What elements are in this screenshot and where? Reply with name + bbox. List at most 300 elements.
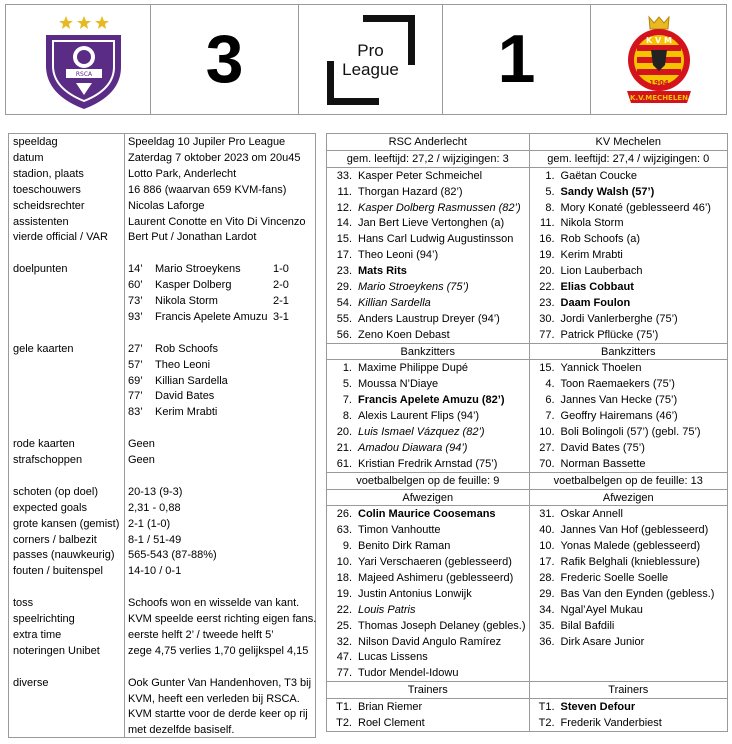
yellow-card-player: Killian Sardella [155, 374, 228, 387]
player-name: Kasper Dolberg Rasmussen (82’) [358, 201, 521, 214]
goal-score: 3-1 [273, 310, 289, 323]
goal-player: Nikola Storm [155, 295, 218, 307]
toss-value: eerste helft 2’ / tweede helft 5’ [128, 628, 274, 641]
shirt-number: 19. [336, 587, 352, 600]
toss-value: zege 4,75 verlies 1,70 gelijkspel 4,15 [128, 644, 309, 657]
shirt-number: 9. [342, 540, 352, 553]
info-value: Bert Put / Jonathan Lardot [128, 231, 257, 244]
shirt-number: 23. [336, 265, 352, 278]
info-divider [124, 134, 125, 737]
stat-label: fouten / buitenspel [13, 565, 103, 578]
info-value: 16 886 (waarvan 659 KVM-fans) [128, 183, 287, 196]
table-row [327, 650, 728, 666]
yellow-card-minute: 77’ [128, 390, 143, 403]
toss-label: speelrichting [13, 613, 75, 625]
shirt-number: 1. [545, 169, 555, 182]
toss-label: extra time [13, 628, 62, 641]
shirt-number: 32. [336, 635, 352, 648]
absent-player-home [327, 618, 530, 634]
goal-minute: 73’ [128, 295, 143, 307]
table-row [327, 682, 728, 699]
shirt-number: 26. [336, 508, 352, 521]
away-score: 1 [443, 5, 591, 114]
player-name: Steven Defour [560, 701, 636, 714]
bench-header-away: Bankzitters [529, 343, 727, 360]
bench-player-home [327, 408, 530, 424]
shirt-number: 15. [539, 362, 555, 375]
shirt-number: 30. [539, 312, 555, 325]
absent-player-away [529, 634, 727, 650]
trainer-away [529, 715, 727, 731]
absent-player-home [327, 506, 530, 522]
shirt-number: 27. [539, 441, 555, 454]
shirt-number: 4. [545, 378, 555, 391]
shirt-number: 8. [545, 201, 555, 214]
yellow-card-player: Rob Schoofs [155, 342, 218, 355]
table-row [327, 408, 728, 424]
table-row [327, 538, 728, 554]
player-name: Geoffry Hairemans (46’) [560, 410, 678, 423]
table-row [327, 522, 728, 538]
shirt-number: 22. [539, 280, 555, 293]
goal-player: Mario Stroeykens [155, 263, 241, 276]
player-name: Yari Verschaeren (geblesseerd) [358, 556, 512, 569]
trainer-home [327, 699, 530, 715]
player-name: Maxime Philippe Dupé [358, 362, 469, 375]
table-row [327, 554, 728, 570]
table-row [327, 456, 728, 472]
player-name: Mario Stroeykens (75’) [358, 280, 469, 293]
absent-player-away [529, 650, 727, 666]
table-row [327, 699, 728, 715]
shirt-number: 10. [539, 425, 555, 438]
absent-player-home [327, 602, 530, 618]
age-info-away: gem. leeftijd: 27,4 / wijzigingen: 0 [529, 150, 727, 167]
player-name: Dirk Asare Junior [560, 635, 645, 648]
table-row [327, 602, 728, 618]
shirt-number: 20. [539, 265, 555, 278]
shirt-number: 17. [539, 556, 555, 569]
shirt-number: 77. [336, 667, 352, 680]
age-info-home: gem. leeftijd: 27,2 / wijzigingen: 3 [327, 150, 530, 167]
player-name: Nilson David Angulo Ramírez [358, 635, 502, 648]
shirt-number: 34. [539, 603, 555, 616]
shirt-number: 29. [336, 280, 352, 293]
table-row [327, 311, 728, 327]
shirt-number: 7. [545, 410, 555, 423]
player-name: Lion Lauberbach [560, 265, 643, 278]
shirt-number: 63. [336, 524, 352, 537]
table-row [327, 634, 728, 650]
match-info-panel [8, 133, 316, 738]
player-name: Frederic Soelle Soelle [560, 571, 669, 584]
discipline-label: strafschoppen [13, 454, 83, 466]
shirt-number: 14. [336, 217, 352, 230]
info-label: vierde official / VAR [13, 231, 108, 244]
bench-player-home [327, 360, 530, 376]
anderlecht-logo-icon [6, 5, 151, 114]
bench-player-away [529, 408, 727, 424]
player-name: Roel Clement [358, 717, 425, 729]
lineup-player-home [327, 295, 530, 311]
table-row [327, 392, 728, 408]
toss-label: toss [13, 597, 34, 610]
player-name: Colin Maurice Coosemans [358, 508, 496, 521]
table-row [327, 472, 728, 489]
lineup-player-away [529, 327, 727, 343]
shirt-number: T2. [538, 717, 555, 729]
sheet-count-home: voetbalbelgen op de feuille: 9 [327, 472, 530, 489]
absent-player-away [529, 618, 727, 634]
absent-player-away [529, 570, 727, 586]
table-row [327, 167, 728, 183]
stat-value: 2-1 (1-0) [128, 517, 171, 530]
stat-label: schoten (op doel) [13, 485, 98, 498]
shirt-number: 8. [342, 410, 352, 423]
diverse-line: Ook Gunter Van Handenhoven, T3 bij [128, 676, 312, 689]
lineup-player-home [327, 215, 530, 231]
trainers-header-home: Trainers [327, 682, 530, 699]
info-label: speeldag [13, 136, 58, 148]
player-name: Sandy Walsh (57’) [560, 185, 655, 198]
table-row [327, 200, 728, 216]
player-name: Ngal’Ayel Mukau [560, 603, 643, 616]
player-name: Jan Bert Lieve Vertonghen (a) [358, 217, 505, 230]
player-name: Jannes Van Hof (geblesseerd) [560, 524, 709, 537]
shirt-number: 29. [539, 587, 555, 600]
absent-player-home [327, 554, 530, 570]
info-label: stadion, plaats [13, 167, 84, 180]
lineup-player-home [327, 311, 530, 327]
toss-value: KVM speelde eerst richting eigen fans. [128, 613, 317, 625]
table-row [327, 715, 728, 731]
info-value: Zaterdag 7 oktober 2023 om 20u45 [128, 151, 301, 164]
yellow-card-minute: 57’ [128, 358, 143, 371]
shirt-number: 40. [539, 524, 555, 537]
table-row [327, 489, 728, 506]
stat-value: 14-10 / 0-1 [128, 565, 182, 578]
table-row [327, 440, 728, 456]
bench-player-away [529, 376, 727, 392]
player-name: Toon Raemaekers (75’) [560, 378, 675, 391]
goal-minute: 14’ [128, 263, 143, 276]
shirt-number: 11. [540, 217, 555, 230]
shirt-number: 5. [545, 185, 555, 198]
table-row [327, 215, 728, 231]
shirt-number: 77. [539, 328, 555, 341]
player-name: Zeno Koen Debast [358, 328, 450, 341]
player-name: Yonas Malede (geblesseerd) [560, 540, 701, 553]
bench-player-home [327, 392, 530, 408]
lineup-player-away [529, 279, 727, 295]
bench-player-home [327, 440, 530, 456]
goal-score: 2-0 [273, 279, 289, 292]
lineup-player-away [529, 215, 727, 231]
player-name: Rob Schoofs (a) [560, 233, 641, 246]
player-name: Theo Leoni (94’) [358, 249, 439, 262]
player-name: Tudor Mendel-Idowu [358, 667, 459, 680]
shirt-number: 23. [539, 296, 555, 309]
table-row [327, 618, 728, 634]
team-name-away: KV Mechelen [529, 134, 727, 151]
player-name: Yannick Thoelen [560, 362, 642, 375]
player-name: Timon Vanhoutte [358, 524, 441, 537]
pro-league-line1: Pro [357, 41, 384, 60]
player-name: Justin Antonius Lonwijk [358, 587, 472, 600]
info-value: Laurent Conotte en Vito Di Vincenzo [128, 215, 306, 228]
info-label: toeschouwers [13, 183, 81, 196]
shirt-number: 35. [539, 619, 555, 632]
player-name: Killian Sardella [358, 296, 431, 309]
player-name: Norman Bassette [560, 457, 646, 470]
absent-player-home [327, 650, 530, 666]
shirt-number: 10. [336, 556, 352, 569]
yellow-card-player: Kerim Mrabti [155, 406, 218, 419]
shirt-number: 5. [342, 378, 352, 391]
table-row [327, 586, 728, 602]
shirt-number: T1. [538, 701, 555, 714]
player-name: Kristian Fredrik Arnstad (75’) [358, 457, 498, 470]
yellow-card-minute: 83’ [128, 406, 143, 419]
absent-player-home [327, 538, 530, 554]
player-name: Jordi Vanlerberghe (75’) [560, 312, 678, 325]
trainer-home [327, 715, 530, 731]
info-label: datum [13, 151, 44, 164]
shirt-number: 21. [336, 441, 352, 454]
player-name: Luis Ismael Vázquez (82’) [358, 425, 485, 438]
player-name: Gaëtan Coucke [560, 169, 637, 182]
table-row [327, 279, 728, 295]
shirt-number: 31. [539, 508, 555, 521]
goals-label: doelpunten [13, 263, 68, 276]
player-name: Bilal Bafdili [560, 619, 615, 632]
toss-value: Schoofs won en wisselde van kant. [128, 597, 300, 610]
goal-player: Francis Apelete Amuzu [155, 310, 268, 323]
info-label: assistenten [13, 215, 69, 228]
bench-player-away [529, 440, 727, 456]
stat-label: expected goals [13, 501, 87, 514]
stat-label: corners / balbezit [13, 533, 97, 546]
lineup-player-home [327, 231, 530, 247]
player-name: Daam Foulon [560, 296, 631, 309]
player-name: Frederik Vanderbiest [560, 717, 662, 729]
yellow-card-player: Theo Leoni [155, 358, 211, 371]
player-name: Oskar Annell [560, 508, 623, 521]
goal-score: 2-1 [273, 295, 289, 307]
shirt-number: 18. [336, 571, 352, 584]
player-name: Lucas Lissens [358, 651, 428, 664]
home-logo-cell [6, 5, 151, 114]
shirt-number: 11. [337, 185, 352, 198]
stat-value: 565-543 (87-88%) [128, 549, 217, 562]
discipline-value: Geen [128, 438, 155, 451]
player-name: Francis Apelete Amuzu (82’) [358, 394, 505, 407]
absent-player-away [529, 586, 727, 602]
player-name: Benito Dirk Raman [358, 540, 451, 553]
table-row [327, 327, 728, 343]
player-name: Thorgan Hazard (82’) [358, 185, 463, 198]
table-row [327, 665, 728, 681]
player-name: Elias Cobbaut [560, 280, 634, 293]
absent-header-home: Afwezigen [327, 489, 530, 506]
lineup-player-home [327, 184, 530, 200]
goal-minute: 93’ [128, 310, 143, 323]
info-value: Lotto Park, Anderlecht [128, 167, 237, 180]
table-row [327, 263, 728, 279]
absent-player-home [327, 522, 530, 538]
shirt-number: 61. [336, 457, 352, 470]
shirt-number: T1. [336, 701, 352, 714]
lineup-player-home [327, 200, 530, 216]
table-row [327, 295, 728, 311]
player-name: Bas Van den Eynden (gebless.) [560, 587, 715, 600]
match-header [5, 4, 727, 115]
player-name: Mats Rits [358, 265, 407, 278]
bench-player-away [529, 360, 727, 376]
shirt-number: 7. [342, 394, 352, 407]
player-name: Hans Carl Ludwig Augustinsson [358, 233, 514, 246]
absent-player-away [529, 522, 727, 538]
stat-value: 2,31 - 0,88 [128, 501, 181, 514]
table-row [327, 184, 728, 200]
shirt-number: 36. [539, 635, 555, 648]
away-logo-cell [591, 5, 726, 114]
bench-player-away [529, 424, 727, 440]
bench-player-home [327, 376, 530, 392]
shirt-number: T2. [336, 717, 352, 729]
absent-player-home [327, 586, 530, 602]
lineup-player-away [529, 184, 727, 200]
absent-player-home [327, 570, 530, 586]
shirt-number: 70. [539, 457, 555, 470]
stat-value: 20-13 (9-3) [128, 485, 183, 498]
player-name: Majeed Ashimeru (geblesseerd) [358, 571, 514, 584]
kv-mechelen-logo-icon [591, 5, 726, 114]
bench-player-home [327, 456, 530, 472]
bench-player-away [529, 392, 727, 408]
bench-player-away [529, 456, 727, 472]
lineup-player-away [529, 263, 727, 279]
diverse-label: diverse [13, 676, 49, 689]
player-name: Patrick Pflücke (75’) [560, 328, 659, 341]
diverse-line: KVM, heeft een verleden bij RSCA. [128, 692, 300, 705]
goal-minute: 60’ [128, 279, 143, 292]
absent-player-away [529, 506, 727, 522]
table-row [327, 360, 728, 376]
home-score: 3 [151, 5, 299, 114]
absent-player-away [529, 554, 727, 570]
absent-player-away [529, 538, 727, 554]
yellow-cards-label: gele kaarten [13, 342, 74, 355]
table-row [327, 343, 728, 360]
absent-player-home [327, 634, 530, 650]
yellow-card-player: David Bates [155, 390, 215, 403]
yellow-card-minute: 27’ [128, 342, 143, 355]
away-logo-year: 1904 [649, 79, 669, 87]
shirt-number: 10. [539, 540, 555, 553]
lineup-player-away [529, 167, 727, 183]
home-logo-letters: RSCA [75, 71, 93, 78]
lineup-player-away [529, 200, 727, 216]
player-name: Boli Bolingoli (57’) (gebl. 75’) [560, 425, 701, 438]
player-name: Mory Konaté (geblesseerd 46’) [560, 201, 711, 214]
toss-label: noteringen Unibet [13, 644, 100, 657]
lineup-player-away [529, 231, 727, 247]
player-name: Anders Laustrup Dreyer (94’) [358, 312, 500, 325]
absent-player-home [327, 665, 530, 681]
shirt-number: 25. [336, 619, 352, 632]
table-row [327, 376, 728, 392]
table-row [327, 424, 728, 440]
trainers-header-away: Trainers [529, 682, 727, 699]
absent-player-away [529, 665, 727, 681]
info-label: scheidsrechter [13, 199, 85, 212]
player-name: Jannes Van Hecke (75’) [560, 394, 678, 407]
table-row [327, 150, 728, 167]
player-name: David Bates (75’) [560, 441, 645, 454]
shirt-number: 47. [336, 651, 352, 664]
pro-league-logo [299, 5, 443, 114]
player-name: Louis Patris [358, 603, 416, 616]
table-row [327, 247, 728, 263]
shirt-number: 15. [336, 233, 352, 246]
team-name-home: RSC Anderlecht [327, 134, 530, 151]
discipline-value: Geen [128, 454, 155, 466]
lineup-player-home [327, 279, 530, 295]
shirt-number: 16. [539, 233, 555, 246]
stat-label: passes (nauwkeurig) [13, 549, 115, 562]
shirt-number: 22. [336, 603, 352, 616]
player-name: Nikola Storm [560, 217, 624, 230]
shirt-number: 28. [539, 571, 555, 584]
shirt-number: 55. [336, 312, 352, 325]
trainer-away [529, 699, 727, 715]
bench-header-home: Bankzitters [327, 343, 530, 360]
lineup-player-home [327, 247, 530, 263]
player-name: Rafik Belghali (knieblessure) [560, 556, 700, 569]
lineups-table [326, 133, 728, 732]
shirt-number: 54. [336, 296, 352, 309]
stat-value: 8-1 / 51-49 [128, 533, 182, 546]
discipline-label: rode kaarten [13, 438, 75, 451]
table-row [327, 134, 728, 151]
table-row [327, 570, 728, 586]
lineup-player-away [529, 247, 727, 263]
lineup-player-home [327, 263, 530, 279]
player-name: Thomas Joseph Delaney (gebles.) [358, 619, 526, 632]
player-name: Kasper Peter Schmeichel [358, 169, 483, 182]
table-row [327, 506, 728, 522]
lineup-player-home [327, 167, 530, 183]
stat-label: grote kansen (gemist) [13, 517, 120, 530]
shirt-number: 1. [342, 362, 352, 375]
lineup-player-away [529, 311, 727, 327]
shirt-number: 33. [336, 169, 352, 182]
shirt-number: 12. [336, 201, 352, 214]
diverse-line: met dezelfde basiself. [128, 724, 235, 737]
diverse-line: KVM startte voor de derde keer op rij [128, 708, 308, 721]
shirt-number: 17. [336, 249, 352, 262]
shirt-number: 56. [336, 328, 352, 341]
away-logo-banner: K.V.MECHELEN [630, 94, 688, 102]
info-value: Nicolas Laforge [128, 199, 205, 212]
shirt-number: 20. [336, 425, 352, 438]
lineup-player-away [529, 295, 727, 311]
shirt-number: 19. [539, 249, 555, 262]
lineup-player-home [327, 327, 530, 343]
absent-player-away [529, 602, 727, 618]
player-name: Amadou Diawara (94’) [358, 441, 468, 454]
